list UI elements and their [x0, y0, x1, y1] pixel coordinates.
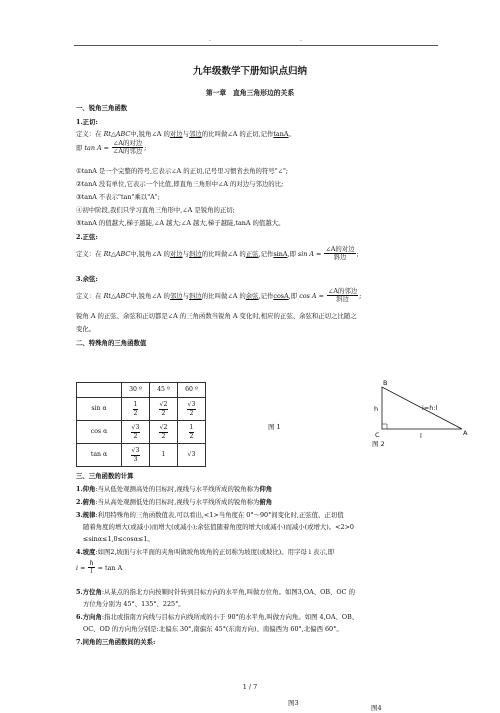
list-item [76, 511, 344, 520]
section-heading: 一、锐角三角函数 [76, 104, 128, 112]
right-angle-mark [382, 424, 387, 429]
table-header: 60 º [178, 383, 206, 398]
text: :利用特殊角的三角函数值表,可以看出,<1>当角度在 0°～90°间变化时,正弦值、正切值 [95, 511, 344, 519]
subsection-heading: 3.余弦: [76, 275, 98, 283]
text: 6. [76, 613, 83, 621]
list-item [76, 485, 272, 494]
formula-lhs: sin A = [297, 249, 322, 258]
term: 仰角 [82, 485, 96, 493]
text: 定义：在 [76, 130, 102, 138]
summary-text: 变化。 [76, 325, 96, 333]
list-item [76, 613, 358, 622]
text: 4. [76, 548, 83, 556]
numerator: ∠A的对边 [113, 139, 143, 147]
text: :指北或指南方向线与目标方向线所成的小于 90°的水平角,叫做方向角。如图 4,OA、OB、 [101, 613, 359, 621]
text: 即 [76, 143, 83, 152]
table-row [77, 398, 206, 421]
page-title: 九年级数学下册知识点归纳 [192, 66, 307, 77]
row-label: sin α [77, 398, 122, 421]
text: 中,锐角∠A 的 [130, 291, 170, 300]
numerator: ∠A的邻边 [327, 287, 358, 295]
denominator: 2 [189, 409, 194, 417]
text: ; [144, 143, 147, 152]
term: 方位角 [82, 588, 102, 596]
table-cell [150, 421, 178, 444]
list-item [76, 638, 155, 647]
subsection-heading: 1.正切: [76, 118, 98, 126]
text: 3. [76, 511, 83, 519]
label-a: A [463, 429, 468, 437]
special-angle-table [76, 382, 206, 467]
text: 中,锐角∠A 的 [130, 130, 170, 138]
denominator: 2 [133, 409, 138, 417]
text: ; [356, 249, 359, 258]
text: 斜边 [189, 291, 202, 300]
denominator: ∠A的邻边 [113, 147, 143, 156]
numerator: √2 [159, 401, 168, 409]
text: Rt△ABC [103, 249, 131, 258]
figure-caption: 图3 [288, 699, 299, 707]
figure-caption: 图 2 [372, 440, 385, 447]
term: 规律 [82, 511, 96, 519]
table-cell [77, 383, 122, 398]
table-row [77, 383, 206, 398]
text: Rt△ABC [103, 291, 131, 300]
term: 仰角 [259, 485, 273, 493]
formula-lhs: tan A = [84, 143, 109, 152]
slope-formula [76, 560, 122, 576]
term: 俯角 [82, 498, 96, 506]
text: 与 [182, 130, 190, 138]
text: ; [359, 291, 362, 300]
text: 与 [182, 291, 190, 300]
text: 中,锐角∠A 的 [130, 249, 170, 258]
text: 5. [76, 588, 83, 596]
text: 邻边 [169, 291, 183, 300]
denominator: 斜边 [336, 295, 349, 304]
text: 与 [182, 249, 190, 258]
row-label: cos α [77, 421, 122, 444]
list-item-cont: 随着角度的增大(或减小)而增大(或减小);余弦值随着角度的增大(或减小)而减小(或增大)。<2>0 [83, 523, 355, 531]
numerator: 1 [133, 401, 138, 409]
text: ,记作 [258, 249, 274, 258]
denominator: l [90, 567, 93, 576]
header-rule [74, 45, 438, 46]
term: 方向角 [82, 613, 102, 621]
term: 坡度 [82, 548, 96, 556]
header-dot: . [300, 36, 302, 43]
numerator: √3 [131, 424, 140, 432]
tan-definition [76, 130, 295, 139]
text: 对边 [169, 130, 183, 138]
text: 斜边 [189, 249, 202, 258]
note: ④初中阶段,我们只学习直角三角形中,∠A 是锐角的正切; [76, 206, 235, 214]
text: 的比叫做∠A 的 [201, 291, 246, 300]
text: :从某点的指北方向按顺时针转到目标方向的水平角,叫做方位角。如图3,OA、OB、OC 的 [101, 588, 355, 596]
term: 俯角 [259, 498, 273, 506]
page-number: 1 / 7 [242, 683, 258, 691]
table-cell: 1 [150, 444, 178, 467]
header-dot: . [209, 36, 211, 43]
numerator: √2 [159, 424, 168, 432]
text: 余弦 [245, 291, 259, 300]
numerator: ∠A的对边 [325, 245, 355, 253]
numerator: √3 [187, 401, 196, 409]
formula-lhs: cos A = [299, 291, 324, 300]
fraction [112, 140, 143, 156]
list-item-cont: OC、OD 的方向角分别是:北偏东 30°,南偏东 45°(东南方向)、南偏西为 60°,北偏西 60°。 [83, 625, 343, 633]
fraction [88, 560, 94, 576]
note: ③tanA 不表示"tan"乘以"A"; [76, 193, 160, 201]
section-heading: 二、特殊角的三角函数值 [76, 339, 147, 347]
chapter-heading: 第一章 直角三角形边的关系 [205, 89, 295, 97]
slope-label: i=h:l [422, 404, 438, 412]
text: 正弦 [245, 249, 259, 258]
text: ,即 [288, 291, 298, 300]
sin-definition [76, 246, 359, 262]
text: :当从低处观测高处的目标时,视线与水平线所成的锐角称为 [95, 485, 260, 493]
table-cell [178, 398, 206, 421]
summary-text: 锐角 A 的正弦、余弦和正切都是∠A 的三角函数当锐角 A 变化时,相应的正弦、余弦和正切之比随之 [76, 312, 357, 320]
text: : [152, 638, 156, 646]
label-c: C [375, 431, 380, 439]
list-item [76, 548, 334, 557]
subsection-heading: 2.正弦: [76, 233, 98, 241]
text: sinA [273, 249, 288, 258]
denominator: 3 [133, 455, 138, 463]
table-header: 30 º [122, 383, 150, 398]
text: 对边 [169, 249, 183, 258]
denominator: 2 [189, 432, 194, 440]
note: ②tanA 没有单位,它表示一个比值,即直角三角形中∠A 的对边与邻边的比; [76, 180, 284, 188]
text: :当从高处观测低处的目标时,视线与水平线所成的锐角称为 [95, 498, 260, 506]
text: :如图2,坡面与水平面的夹角叫做坡角坡角的正切称为坡度(或坡比)。用字母 i 表示,即 [95, 548, 335, 556]
table-cell [150, 398, 178, 421]
text: 7. [76, 638, 83, 646]
text: 的比叫做∠A 的 [201, 249, 246, 258]
text: tanA [273, 130, 289, 138]
text: ,记作 [258, 291, 274, 300]
label-b: B [383, 379, 388, 387]
table-row [77, 444, 206, 467]
slope-triangle-figure [366, 377, 476, 447]
table-row [77, 421, 206, 444]
denominator: 2 [161, 409, 166, 417]
fraction [324, 246, 355, 262]
note: ⑤tanA 的值越大,梯子越陡,∠A 越大;∠A 越大,梯子越陡,tanA 的值越大。 [76, 219, 285, 227]
numerator: √3 [131, 447, 140, 455]
label-h: h [374, 405, 379, 413]
tan-formula [76, 140, 146, 156]
figure-caption: 图 1 [268, 423, 281, 431]
table-cell [122, 444, 150, 467]
text: 邻边 [189, 130, 202, 138]
text: Rt△ABC [103, 130, 131, 138]
cos-definition [76, 288, 361, 304]
text: cosA [273, 291, 289, 300]
list-item [76, 498, 272, 507]
formula-lhs: i = [76, 563, 86, 572]
table-cell [178, 421, 206, 444]
text: 的比叫做∠A 的正切,记作 [201, 130, 274, 138]
text: 2. [76, 498, 83, 506]
list-item [76, 588, 355, 597]
table-cell [122, 421, 150, 444]
table-cell [122, 398, 150, 421]
row-label: tan α [77, 444, 122, 467]
table-cell: √3 [178, 444, 206, 467]
text: ,即 [287, 249, 296, 258]
section-heading: 三、三角函数的计算 [76, 472, 134, 480]
denominator: 斜边 [333, 253, 347, 262]
text: 定义：在 [76, 291, 102, 300]
text: 。 [288, 130, 295, 138]
term: 同角的三角函数间的关系 [82, 638, 153, 646]
figure-caption: 图4 [371, 704, 382, 712]
fraction [327, 288, 358, 304]
note: ①tanA 是一个完整的符号,它表示∠A 的正切,记号里习惯省去角的符号"∠"; [76, 167, 289, 175]
text: 定义：在 [76, 249, 102, 258]
list-item-cont: ≤sinα≤1,0≤cosα≤1。 [83, 535, 154, 543]
denominator: 2 [161, 432, 166, 440]
formula-rhs: = tan A [97, 563, 123, 572]
denominator: 2 [133, 432, 138, 440]
text: 1. [76, 485, 83, 493]
list-item-cont: 方位角分别为 45°、135°、225°。 [83, 600, 185, 608]
numerator: 1 [189, 424, 194, 432]
label-l: l [420, 432, 422, 440]
table-header: 45 º [150, 383, 178, 398]
numerator: h [89, 559, 94, 567]
